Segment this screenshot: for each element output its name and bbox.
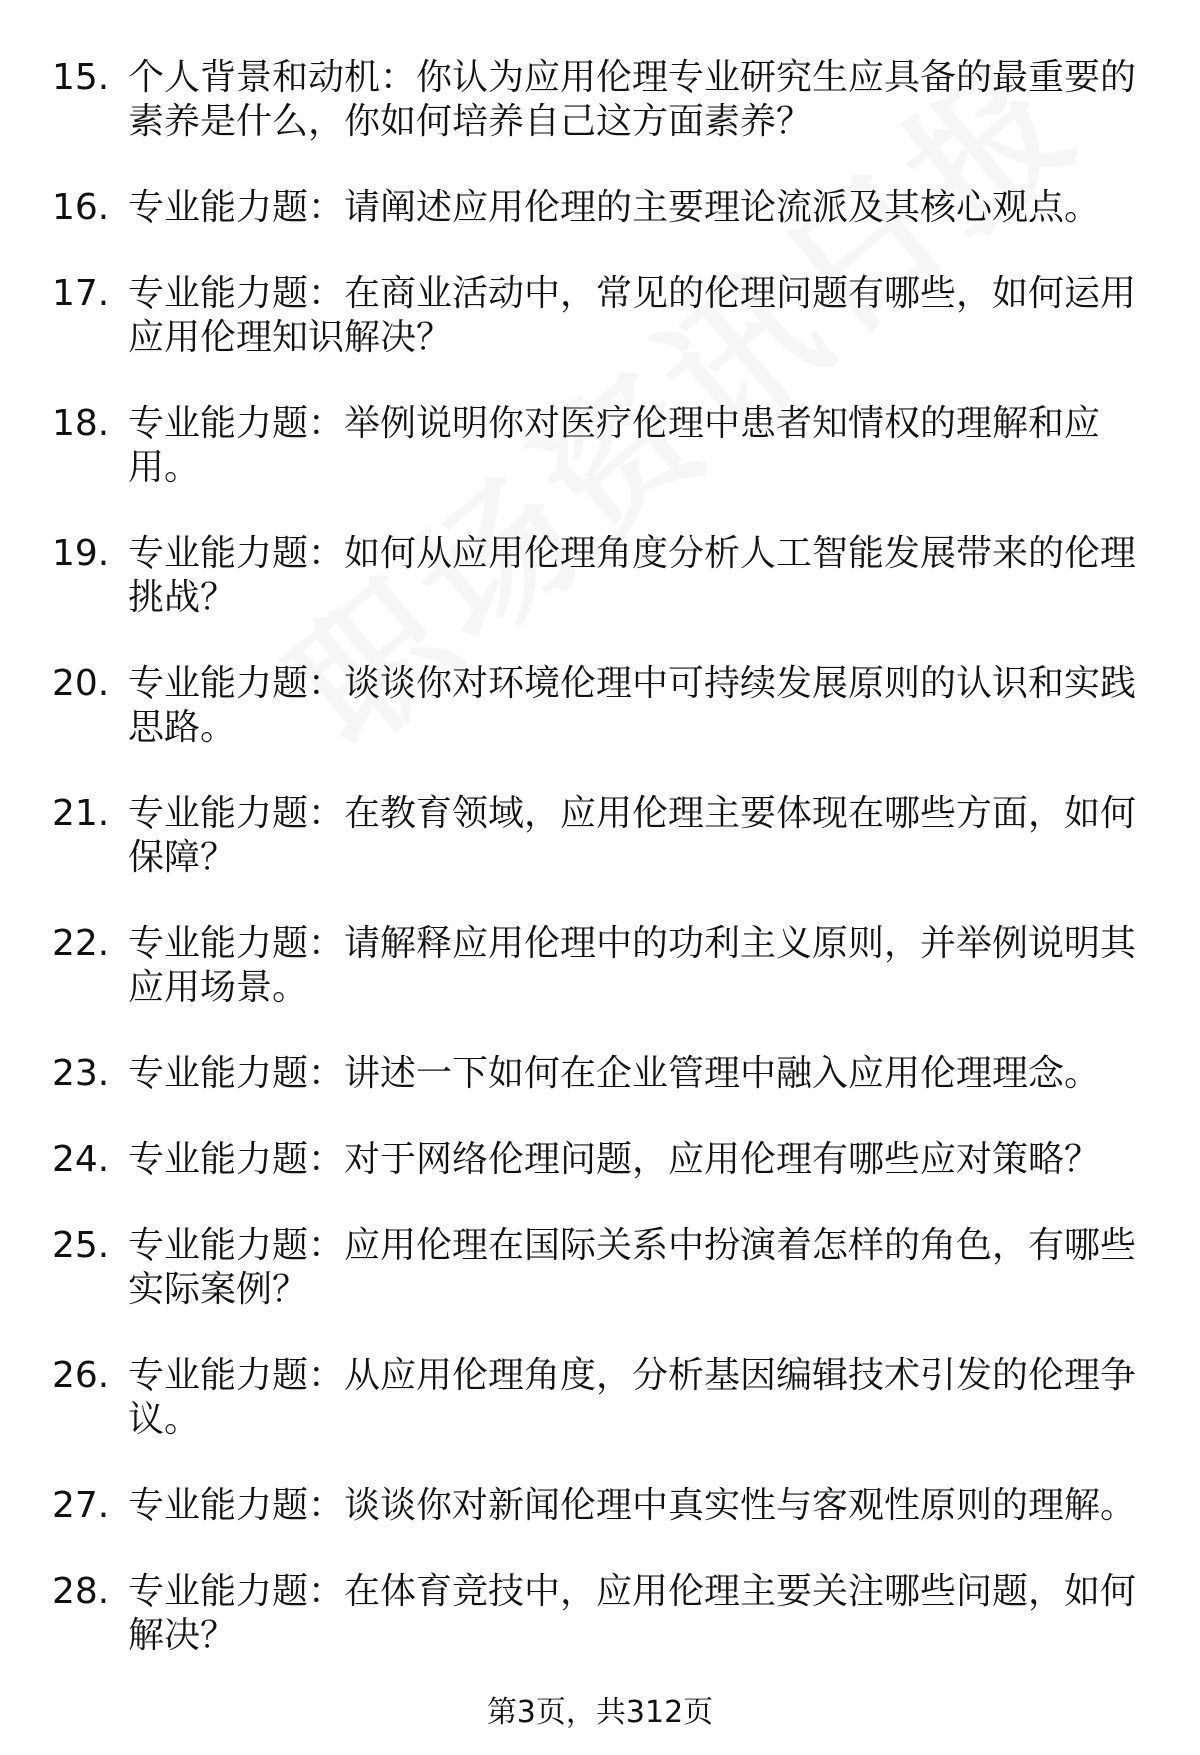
question-number: 19. [52,533,110,574]
question-item [0,1570,1200,1658]
question-text: 专业能力题：如何从应用伦理角度分析人工智能发展带来的伦理挑战？ [128,533,1137,618]
question-item [0,186,1200,230]
question-number: 22. [52,923,110,964]
question-number: 15. [52,57,110,98]
question-item [0,792,1200,880]
question-item [0,662,1200,750]
question-item [0,1354,1200,1442]
question-item [0,1224,1200,1312]
question-text: 专业能力题：对于网络伦理问题，应用伦理有哪些应对策略？ [128,1139,1101,1180]
question-item [0,402,1200,490]
question-text: 专业能力题：从应用伦理角度，分析基因编辑技术引发的伦理争议。 [128,1355,1137,1440]
question-number: 26. [52,1355,110,1396]
question-number: 24. [52,1139,110,1180]
page-number-footer: 第3页，共312页 [486,1695,714,1730]
question-item [0,922,1200,1010]
question-text: 专业能力题：在商业活动中，常见的伦理问题有哪些，如何运用应用伦理知识解决？ [128,273,1137,358]
question-number: 28. [52,1571,110,1612]
question-item [0,1052,1200,1096]
question-list [0,56,1200,1700]
question-text: 专业能力题：讲述一下如何在企业管理中融入应用伦理理念。 [128,1053,1101,1094]
question-number: 17. [52,273,110,314]
question-text: 专业能力题：举例说明你对医疗伦理中患者知情权的理解和应用。 [128,403,1101,488]
question-number: 21. [52,793,110,834]
question-number: 25. [52,1225,110,1266]
question-number: 23. [52,1053,110,1094]
question-text: 专业能力题：应用伦理在国际关系中扮演着怎样的角色，有哪些实际案例？ [128,1225,1137,1310]
question-item [0,1138,1200,1182]
question-number: 27. [52,1485,110,1526]
question-text: 专业能力题：请阐述应用伦理的主要理论流派及其核心观点。 [128,187,1101,228]
question-text: 专业能力题：请解释应用伦理中的功利主义原则，并举例说明其应用场景。 [128,923,1137,1008]
question-item [0,56,1200,144]
question-item [0,1484,1200,1528]
question-number: 20. [52,663,110,704]
question-text: 个人背景和动机：你认为应用伦理专业研究生应具备的最重要的素养是什么，你如何培养自己这方面素养？ [128,57,1137,142]
question-text: 专业能力题：谈谈你对环境伦理中可持续发展原则的认识和实践思路。 [128,663,1137,748]
question-number: 18. [52,403,110,444]
question-item [0,532,1200,620]
question-number: 16. [52,187,110,228]
question-item [0,272,1200,360]
question-text: 专业能力题：在体育竞技中，应用伦理主要关注哪些问题，如何解决？ [128,1571,1137,1656]
question-text: 专业能力题：在教育领域，应用伦理主要体现在哪些方面，如何保障？ [128,793,1137,878]
question-text: 专业能力题：谈谈你对新闻伦理中真实性与客观性原则的理解。 [128,1485,1137,1526]
